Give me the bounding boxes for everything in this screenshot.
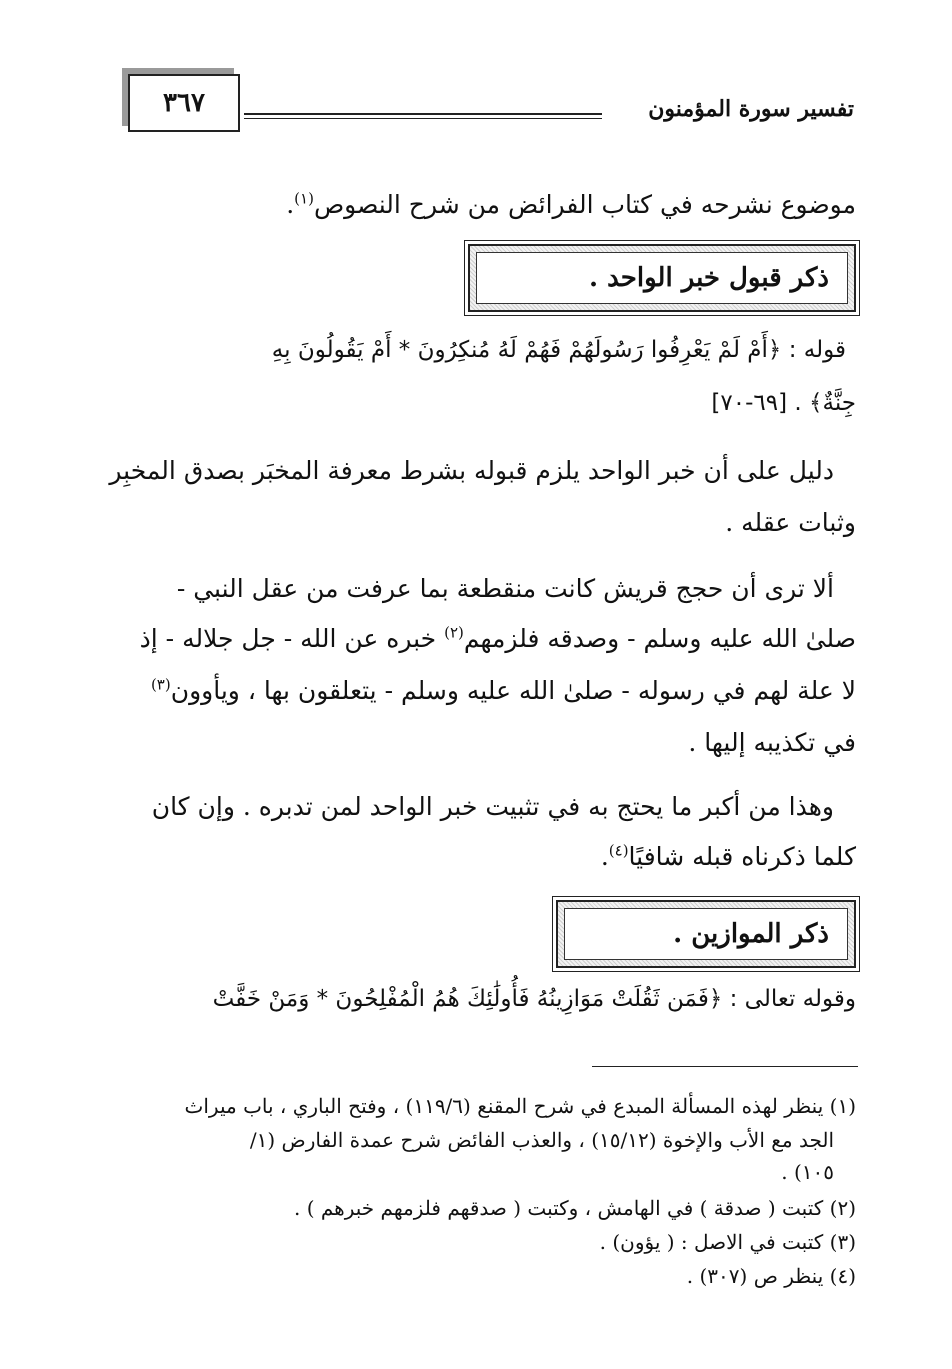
footnote-ref-1[interactable]: (١)	[294, 189, 314, 208]
intro-line	[286, 190, 856, 220]
footnote-2: (٢) كتبت ( صدقة ) في الهامش ، وكتبت ( صدقهم فلزمهم خبرهم ) .	[294, 1196, 856, 1220]
page-number: ٣٦٧	[163, 88, 205, 118]
para2-line-2-part-b: خبره عن الله - جل جلاله - إذ	[139, 624, 445, 653]
intro-end: .	[286, 190, 295, 219]
footnote-ref-4[interactable]: (٤)	[608, 841, 629, 860]
footnote-ref-2[interactable]: (٢)	[444, 623, 464, 642]
para2-line-4: في تكذيبه إليها .	[688, 728, 856, 757]
para3-line-2	[601, 842, 856, 872]
footnote-ref-3[interactable]: (٣)	[150, 675, 171, 694]
para3-line-2-text: كلما ذكرناه قبله شافيًا	[628, 842, 856, 871]
footnote-rule	[592, 1066, 858, 1067]
footnote-1-line-3: ١٠٥) .	[781, 1160, 834, 1184]
para2-line-2-part-a: صلىٰ الله عليه وسلم - وصدقه فلزمهم	[463, 624, 856, 653]
running-title: تفسير سورة المؤمنون	[648, 96, 854, 122]
footnote-1-line-1: (١) ينظر لهذه المسألة المبدع في شرح المقنع (١١٩/٦) ، وفتح الباري ، باب ميراث	[184, 1094, 856, 1118]
para2-line-1: ألا ترى أن حجج قريش كانت منقطعة بما عرفت من عقل النبي -	[176, 574, 834, 603]
section-heading-scales	[556, 900, 856, 968]
heading-text: ذكر قبول خبر الواحد .	[476, 252, 848, 304]
header-rule-thin	[244, 118, 602, 119]
footnote-4: (٤) ينظر ص (٣٠٧) .	[686, 1264, 856, 1288]
footnote-1-line-2: الجد مع الأب والإخوة (١٥/١٢) ، والعذب الفائض شرح عمدة الفارض (١/	[249, 1128, 834, 1152]
para3-line-1: وهذا من أكبر ما يحتج به في تثبيت خبر الواحد لمن تدبره . وإن كان	[151, 792, 834, 821]
para2-line-3	[151, 676, 856, 706]
heading-text: ذكر الموازين .	[564, 908, 848, 960]
section-heading-single-report	[468, 244, 856, 312]
para2-line-2	[140, 624, 856, 654]
footnote-3: (٣) كتبت في الاصل : ( يؤون) .	[599, 1230, 856, 1254]
para1-line-1: دليل على أن خبر الواحد يلزم قبوله بشرط معرفة المخبَر بصدق المخبِر	[109, 456, 834, 485]
verse-line-2: جِنَّةٌ﴾ . [٦٩-٧٠]	[711, 390, 856, 416]
header-rule	[244, 113, 602, 115]
para1-line-2: وثبات عقله .	[725, 508, 856, 537]
para3-line-2-end: .	[600, 842, 609, 871]
intro-text: موضوع نشرحه في كتاب الفرائض من شرح النصوص	[313, 190, 856, 219]
page-number-box	[128, 74, 240, 132]
verse-line-1: قوله : ﴿أَمْ لَمْ يَعْرِفُوا رَسُولَهُمْ فَهُمْ لَهُ مُنكِرُونَ * أَمْ يَقُولُونَ بِهِ	[271, 337, 846, 363]
verse-line-3: وقوله تعالى : ﴿فَمَن ثَقُلَتْ مَوَازِينُهُ فَأُولَٰئِكَ هُمُ الْمُفْلِحُونَ * وَمَنْ خَفَّتْ	[212, 986, 856, 1012]
para2-line-3-text: لا علة لهم في رسوله - صلىٰ الله عليه وسلم - يتعلقون بها ، ويأوون	[170, 676, 856, 705]
